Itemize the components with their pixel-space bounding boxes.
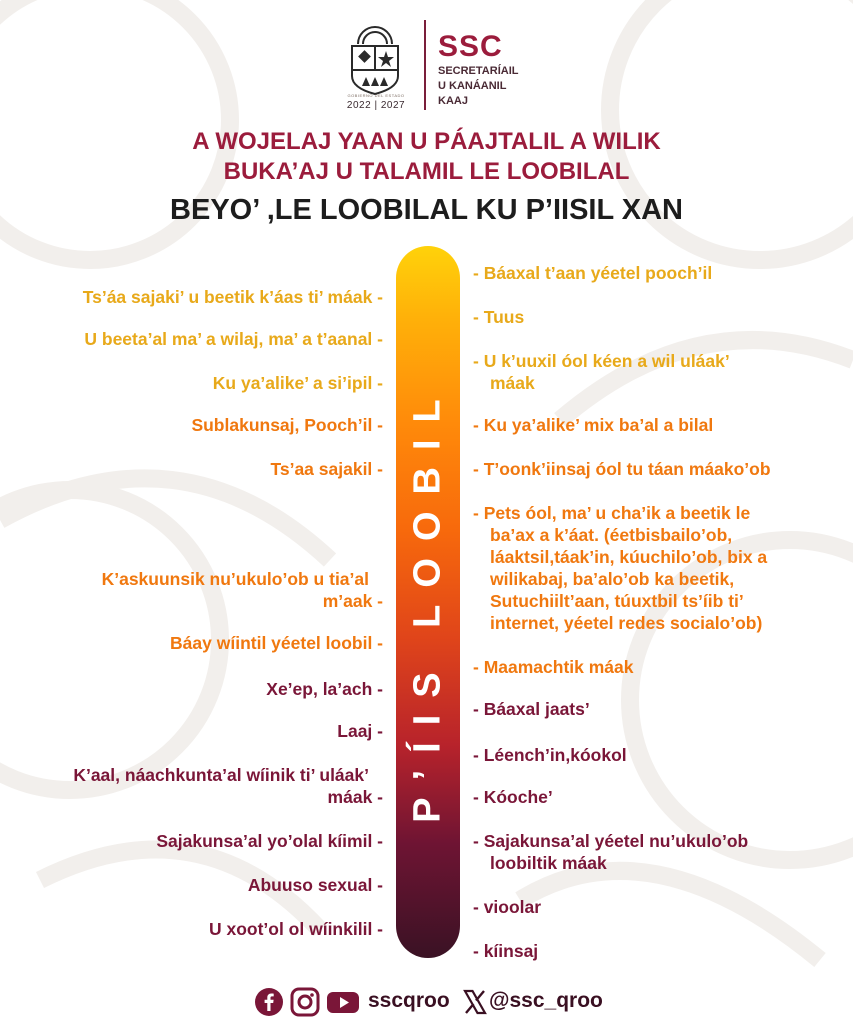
header	[0, 14, 853, 110]
right-item: loobiltik máak	[490, 853, 607, 873]
right-item: wilikabaj, ba’alo’ob ka beetik,	[490, 569, 735, 589]
right-item: - Maamachtik máak	[473, 657, 634, 677]
right-item: - Báaxal t’aan yéetel pooch’il	[473, 263, 713, 283]
header-divider	[424, 20, 426, 110]
ssc-brand	[438, 32, 518, 107]
right-item: - kíinsaj	[473, 941, 539, 961]
right-item: - Kóoche’	[473, 787, 553, 807]
facebook-icon[interactable]	[254, 987, 284, 1017]
violence-scale-label: P’ÍIS LOOBIL	[406, 381, 449, 823]
social-handle[interactable]: sscqroo	[368, 989, 450, 1012]
ssc-subtitle-2: U KANÁANIL	[438, 80, 507, 92]
left-item: Laaj -	[337, 721, 383, 741]
left-item: K’askuunsik nu’ukulo’ob u tia’al	[101, 569, 369, 589]
right-item: - Léench’in,kóokol	[473, 745, 627, 765]
right-item: - U k’uuxil óol kéen a wil uláak’	[473, 351, 730, 371]
title-line-2: BUKA’AJ U TALAMIL LE LOOBILAL	[223, 158, 630, 185]
right-item: - Tuus	[473, 307, 525, 327]
left-item: U xoot’ol ol wíinkilil -	[208, 919, 383, 939]
left-item: Báay wíintil yéetel loobil -	[170, 633, 383, 653]
left-item: Ts’áa sajaki’ u beetik k’áas ti’ máak -	[82, 287, 383, 307]
left-item: máak -	[327, 787, 383, 807]
x-icon[interactable]	[462, 987, 488, 1017]
right-item: - Báaxal jaats’	[473, 699, 590, 719]
right-item: - Sajakunsa’al yéetel nu’ukulo’ob	[473, 831, 749, 851]
right-item: - T’oonk’iinsaj óol tu táan máako’ob	[473, 459, 771, 479]
left-item: Sajakunsa’al yo’olal kíimil -	[156, 831, 383, 851]
left-item: Sublakunsaj, Pooch’il -	[191, 415, 383, 435]
right-item: - Ku ya’alike’ mix ba’al a bilal	[473, 415, 714, 435]
left-item: U beeta’al ma’ a wilaj, ma’ a t’aanal -	[84, 329, 383, 349]
right-item: ba’ax a k’áat. (éetbisbailo’ob,	[490, 525, 733, 545]
left-item: Ku ya’alike’ a si’ipil -	[212, 373, 383, 393]
footer	[0, 987, 853, 1019]
right-item: láaktsil,táak’in, kúuchilo’ob, bix a	[490, 547, 768, 567]
seal-years: 2022 | 2027	[346, 100, 406, 111]
right-item: internet, yéetel redes socialo’ob)	[490, 613, 763, 633]
title-line-1: A WOJELAJ YAAN U PÁAJTALIL A WILIK	[192, 128, 661, 155]
left-item: Xe’ep, la’ach -	[266, 679, 383, 699]
right-item: máak	[490, 373, 535, 393]
left-item: m’aak -	[322, 591, 383, 611]
left-item: Abuuso sexual -	[247, 875, 383, 895]
seal-caption: GOBIERNO DEL ESTADO	[347, 93, 405, 98]
right-item: - Pets óol, ma’ u cha’ik a beetik le	[473, 503, 751, 523]
right-item: - vioolar	[473, 897, 542, 917]
youtube-icon[interactable]	[326, 987, 360, 1017]
ssc-logo-text: SSC	[438, 30, 503, 63]
right-item: Sutuchiilt’aan, túuxtbil ts’íib ti’	[490, 591, 744, 611]
left-item: K’aal, náachkunta’al wíinik ti’ uláak’	[73, 765, 369, 785]
instagram-icon[interactable]	[290, 987, 320, 1017]
x-handle[interactable]: @ssc_qroo	[489, 989, 603, 1012]
title-line-3: BEYO’ ,LE LOOBILAL KU P’IISIL XAN	[170, 194, 683, 226]
ssc-subtitle-1: SECRETARÍAIL	[438, 65, 519, 77]
ssc-subtitle-3: KAAJ	[438, 95, 468, 107]
violence-scale-label-wrap	[396, 246, 460, 958]
left-item: Ts’aa sajakil -	[270, 459, 383, 479]
